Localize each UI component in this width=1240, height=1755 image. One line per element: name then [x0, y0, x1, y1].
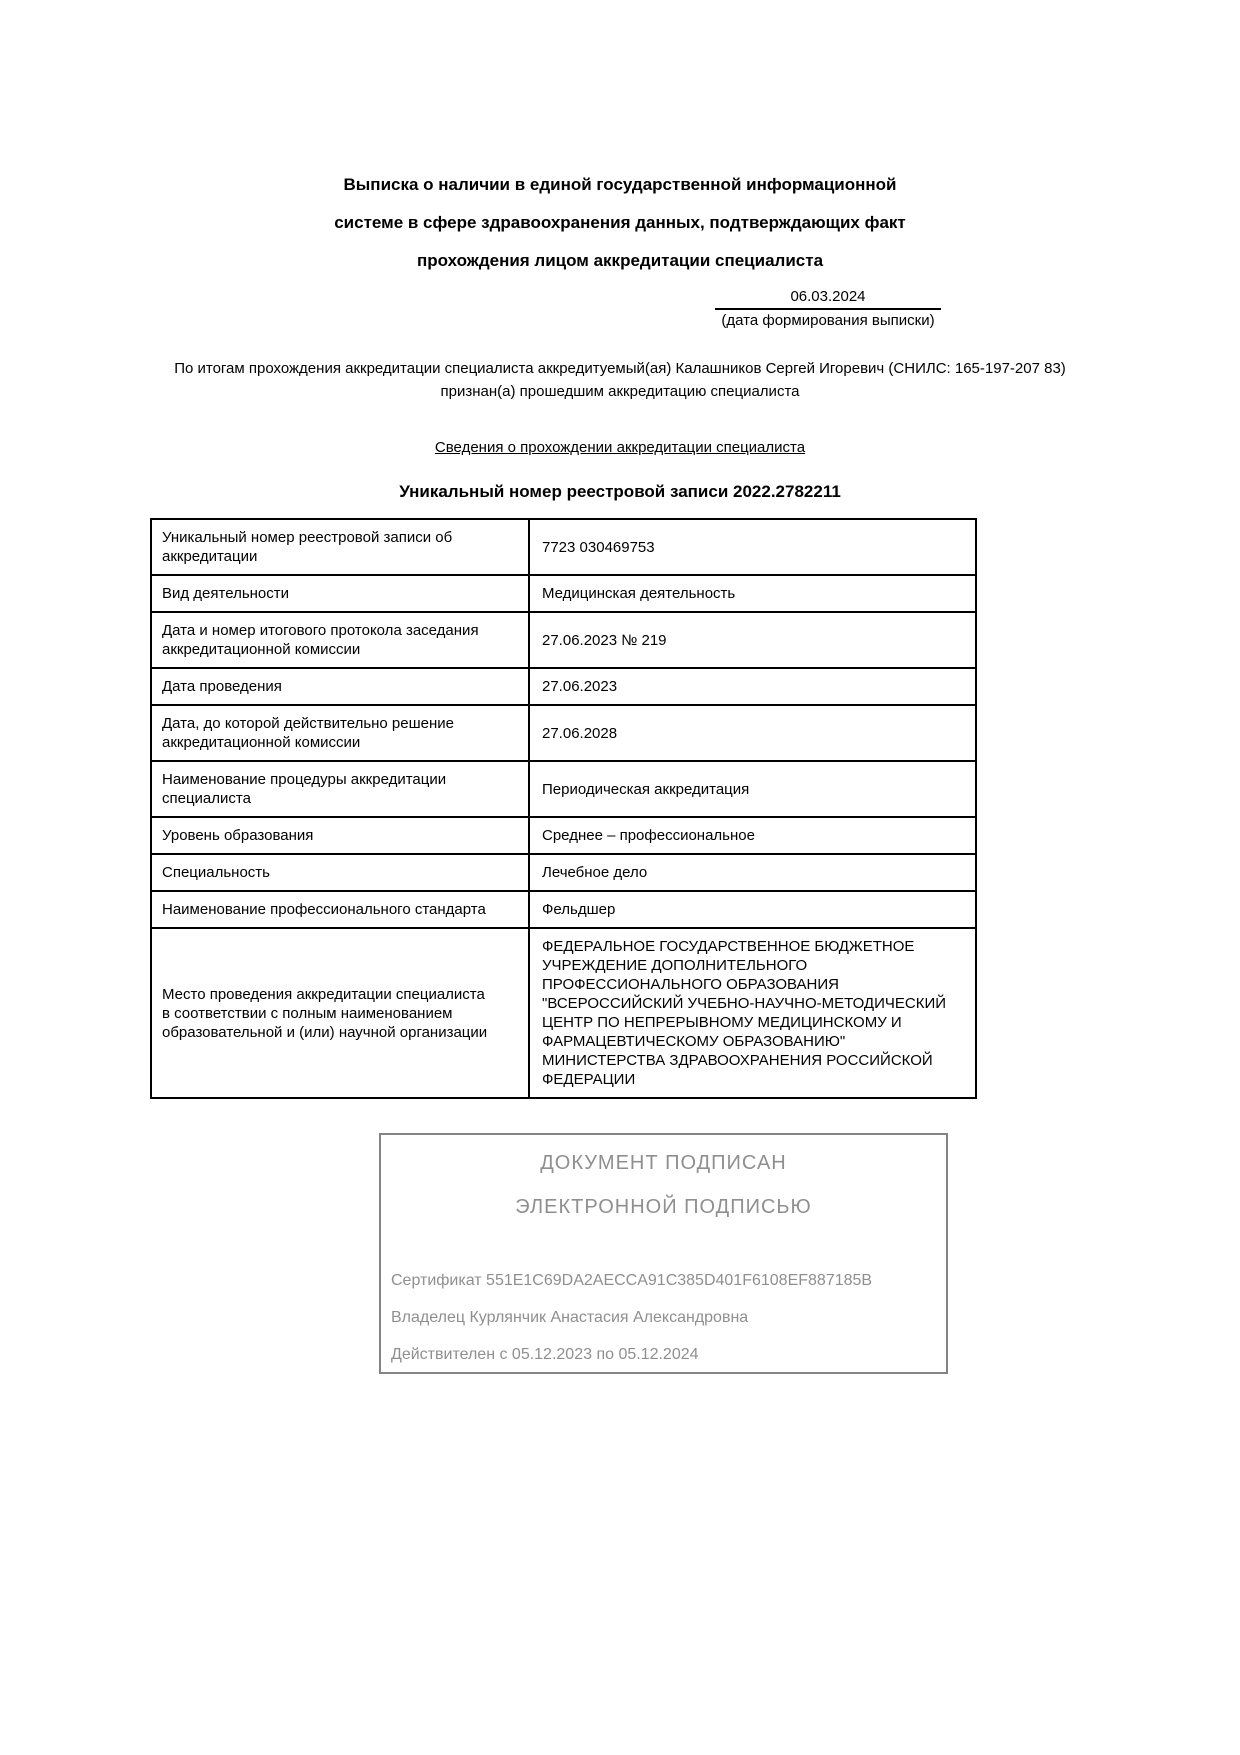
table-row	[151, 705, 976, 761]
signature-header-line: ЭЛЕКТРОННОЙ ПОДПИСЬЮ	[515, 1196, 812, 1218]
signature-stamp-details	[391, 1271, 936, 1365]
table-row	[151, 928, 976, 1098]
row-value: Среднее – профессиональное	[529, 817, 976, 854]
registry-number-heading: Уникальный номер реестровой записи 2022.2782211	[399, 482, 841, 501]
signature-stamp-header	[381, 1151, 946, 1219]
row-value: Периодическая аккредитация	[529, 761, 976, 817]
signature-stamp	[379, 1133, 948, 1374]
document-title-line: прохождения лицом аккредитации специалиста	[416, 251, 824, 270]
table-row	[151, 854, 976, 891]
row-value: 27.06.2023 № 219	[529, 612, 976, 668]
row-value: ФЕДЕРАЛЬНОЕ ГОСУДАРСТВЕННОЕ БЮДЖЕТНОЕ УЧРЕЖДЕНИЕ ДОПОЛНИТЕЛЬНОГО ПРОФЕССИОНАЛЬНОГО ОБРАЗОВАНИЯ "ВСЕРОССИЙСКИЙ УЧЕБНО-НАУЧНО-МЕТОДИЧЕСКИЙ ЦЕНТР ПО НЕПРЕРЫВНОМУ МЕДИЦИНСКОМУ И ФАРМАЦЕВТИЧЕСКОМУ ОБРАЗОВАНИЮ" МИНИСТЕРСТВА ЗДРАВООХРАНЕНИЯ РОССИЙСКОЙ ФЕДЕРАЦИИ	[529, 928, 976, 1098]
row-label: Вид деятельности	[151, 575, 529, 612]
row-value: Лечебное дело	[529, 854, 976, 891]
row-label: Наименование профессионального стандарта	[151, 891, 529, 928]
row-label: Место проведения аккредитации специалиста в соответствии с полным наименованием образовательной и (или) научной организации	[151, 928, 529, 1098]
issue-date-caption: (дата формирования выписки)	[721, 312, 935, 329]
row-label: Дата проведения	[151, 668, 529, 705]
signature-certificate: Сертификат 551E1C69DA2AECCA91C385D401F6108EF887185B	[391, 1272, 873, 1289]
row-value: 7723 030469753	[529, 519, 976, 575]
issue-date-block	[715, 288, 941, 329]
row-value: 27.06.2028	[529, 705, 976, 761]
signature-header-line: ДОКУМЕНТ ПОДПИСАН	[540, 1152, 787, 1174]
intro-line: признан(а) прошедшим аккредитацию специалиста	[440, 383, 800, 400]
table-row	[151, 612, 976, 668]
document-title	[0, 0, 1240, 280]
intro-line: По итогам прохождения аккредитации специалиста аккредитуемый(ая) Калашников Сергей Игоревич (СНИЛС: 165-197-207 83)	[174, 360, 1066, 377]
row-label: Уникальный номер реестровой записи об аккредитации	[151, 519, 529, 575]
table-row	[151, 761, 976, 817]
row-label: Наименование процедуры аккредитации специалиста	[151, 761, 529, 817]
table-row	[151, 668, 976, 705]
document-title-line: системе в сфере здравоохранения данных, подтверждающих факт	[334, 213, 906, 232]
table-row	[151, 575, 976, 612]
row-value: Фельдшер	[529, 891, 976, 928]
accreditation-section-heading: Сведения о прохождении аккредитации специалиста	[434, 439, 806, 456]
row-value: 27.06.2023	[529, 668, 976, 705]
table-row	[151, 891, 976, 928]
row-label: Дата и номер итогового протокола заседания аккредитационной комиссии	[151, 612, 529, 668]
row-label: Дата, до которой действительно решение аккредитационной комиссии	[151, 705, 529, 761]
row-value: Медицинская деятельность	[529, 575, 976, 612]
document-title-line: Выписка о наличии в единой государственной информационной	[343, 175, 897, 194]
table-row	[151, 817, 976, 854]
accreditation-table	[150, 518, 977, 1099]
row-label: Уровень образования	[151, 817, 529, 854]
issue-date: 06.03.2024	[715, 288, 941, 310]
table-row	[151, 519, 976, 575]
signature-owner: Владелец Курлянчик Анастасия Александровна	[391, 1309, 749, 1326]
row-label: Специальность	[151, 854, 529, 891]
signature-validity: Действителен с 05.12.2023 по 05.12.2024	[391, 1346, 699, 1363]
intro-paragraph	[0, 357, 1240, 403]
